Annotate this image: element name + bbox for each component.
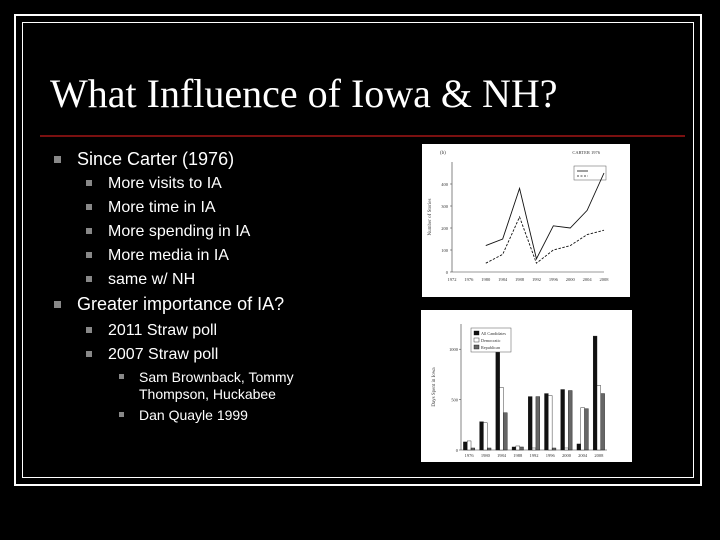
y-tick-label: 1000 [449,347,458,353]
x-tick-label: 1980 [480,453,490,458]
bullet-square-icon [119,374,124,379]
bar-1 [500,388,504,450]
bar-0 [528,397,532,450]
bar-0 [593,336,597,450]
x-tick-label: 1972 [447,277,457,282]
x-tick-label: 2008 [599,277,609,282]
chart-tag-label: CARTER 1976 [572,150,600,155]
y-tick-label: 100 [441,248,448,253]
x-tick-label: 1988 [513,453,523,458]
sub-bullet-2007-straw-poll: 2007 Straw poll [108,346,219,363]
bar-0 [480,422,484,450]
bar-1 [548,396,552,450]
bullet-square-icon [86,252,92,258]
bar-1 [581,408,585,450]
x-tick-label: 1976 [464,453,474,458]
bar-0 [561,390,565,450]
bullet-square-icon [86,228,92,234]
x-tick-label: 2004 [582,277,592,282]
legend-swatch [474,345,479,349]
y-tick-label: 500 [451,397,458,403]
legend-label: Republican [481,345,501,350]
bar-2 [601,394,605,450]
y-tick-label: 0 [455,448,458,453]
days-spent-chart [421,310,632,462]
bullet-square-icon [86,180,92,186]
bullet-square-icon [54,301,61,308]
y-axis-label: Days Spent in Iowa [432,367,437,407]
bar-1 [467,441,471,450]
bullet-square-icon [86,276,92,282]
bar-2 [585,409,589,450]
bar-0 [512,447,516,450]
bullet-square-icon [86,351,92,357]
bar-0 [577,444,581,450]
bar-2 [568,391,572,450]
bullet-square-icon [86,204,92,210]
bar-2 [503,413,507,450]
bar-1 [597,385,601,450]
line-chart-svg [422,144,630,297]
x-tick-label: 1984 [498,277,508,282]
x-tick-label: 1996 [545,453,555,458]
bullet-since-carter: Since Carter (1976) [77,149,235,169]
sub-bullet-visits: More visits to IA [108,175,222,192]
bar-1 [532,448,536,450]
x-tick-label: 2004 [578,453,588,458]
y-tick-label: 0 [445,270,448,275]
legend-box [574,166,606,180]
subsub-bullet-quayle: Dan Quayle 1999 [139,407,248,423]
bullet-square-icon [86,327,92,333]
legend-swatch [474,338,479,342]
bar-1 [483,423,487,450]
bar-1 [565,448,569,450]
x-tick-label: 1992 [531,277,541,282]
x-tick-label: 1988 [515,277,525,282]
x-tick-label: 1996 [548,277,558,282]
bar-2 [487,448,491,450]
y-axis-label: Number of Stories [428,198,433,236]
legend-swatch [474,331,479,335]
bar-chart-svg [421,310,632,462]
bar-0 [545,394,549,450]
sub-bullet-media: More media in IA [108,247,229,264]
bullet-greater-importance: Greater importance of IA? [77,294,285,314]
x-tick-label: 1976 [464,277,474,282]
sub-bullet-2011-straw-poll: 2011 Straw poll [108,322,218,339]
bar-2 [520,447,524,450]
sub-bullet-nh: same w/ NH [108,271,196,288]
bar-0 [496,349,500,450]
media-coverage-chart [422,144,630,297]
x-tick-label: 1984 [497,453,507,458]
series-line-0 [486,173,604,259]
bar-2 [536,397,540,450]
series-line-1 [486,217,604,263]
x-tick-label: 1980 [481,277,491,282]
sub-bullet-time: More time in IA [108,199,216,216]
subsub-bullet-candidates: Sam Brownback, Tommy Thompson, Huckabee [139,369,294,402]
slide-title: What Influence of Iowa & NH? [50,71,558,116]
panel-label: (b) [440,151,446,156]
legend-label: All Candidates [481,331,507,336]
bar-2 [552,448,556,450]
y-tick-label: 400 [441,182,448,187]
bullet-square-icon [54,156,61,163]
bar-2 [471,448,475,450]
bullet-square-icon [119,412,124,417]
bar-0 [463,442,467,450]
title-divider [40,135,685,137]
legend-label: Democratic [481,338,501,343]
x-tick-label: 1992 [529,453,539,458]
bar-1 [516,446,520,450]
x-tick-label: 2000 [561,453,571,458]
sub-bullet-spending: More spending in IA [108,223,251,240]
y-tick-label: 300 [441,204,448,209]
y-tick-label: 200 [441,226,448,231]
x-tick-label: 2000 [565,277,575,282]
x-tick-label: 2008 [594,453,604,458]
